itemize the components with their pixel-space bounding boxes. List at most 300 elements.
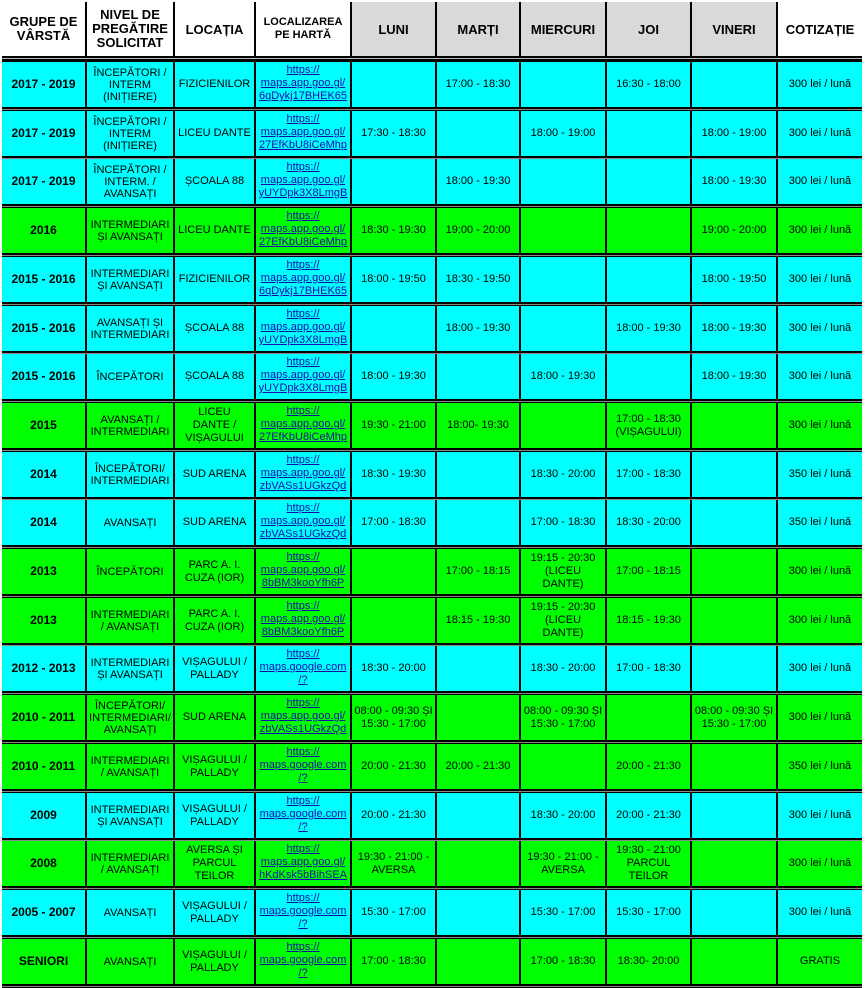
monday-cell — [352, 549, 437, 594]
monday-text: 19:30 - 21:00 — [361, 419, 426, 431]
wednesday-cell — [521, 793, 607, 838]
fee-text: 300 lei / lună — [788, 224, 852, 236]
wednesday-cell — [521, 695, 607, 740]
wednesday-text: (LICEU — [544, 614, 582, 626]
map-link[interactable]: maps.app.goo.gl/ — [260, 321, 346, 333]
age-group-text: 2014 — [30, 515, 57, 529]
tuesday-cell — [437, 744, 521, 789]
location-text: CUZA (IOR) — [184, 571, 245, 584]
level-text: ȘI AVANSAȚI — [97, 279, 163, 292]
location-text: TEILOR — [194, 870, 235, 882]
location-cell — [175, 208, 256, 253]
location-text: LICEU DANTE — [178, 224, 251, 236]
age-group-text: 2013 — [30, 613, 57, 627]
tuesday-cell — [437, 646, 521, 691]
table-row — [2, 452, 862, 497]
map-link[interactable]: https:// — [286, 405, 320, 417]
location-cell — [175, 306, 256, 351]
map-link-cell[interactable] — [256, 793, 352, 838]
monday-cell — [352, 939, 437, 984]
fee-text: GRATIS — [799, 955, 841, 967]
level-text: INTERMEDIARI — [90, 851, 170, 864]
map-link[interactable]: maps.google.com — [259, 759, 347, 771]
age-group-cell — [2, 841, 87, 886]
map-link-cell[interactable] — [256, 208, 352, 253]
fee-text: 300 lei / lună — [788, 78, 852, 90]
thursday-text: 20:00 - 21:30 — [616, 809, 681, 821]
tuesday-cell — [437, 62, 521, 107]
level-text: INTERMEDIARI — [90, 803, 170, 816]
wednesday-text: DANTE) — [542, 627, 584, 639]
friday-cell — [692, 598, 778, 643]
header-location: LOCAȚIA — [175, 2, 256, 56]
level-text: INTERM. / — [104, 175, 156, 188]
wednesday-text: 18:00 - 19:00 — [530, 127, 596, 139]
fee-cell — [778, 62, 862, 107]
monday-text: 19:30 - 21:00 - — [357, 850, 430, 863]
friday-cell — [692, 257, 778, 302]
friday-cell — [692, 500, 778, 545]
thursday-cell — [607, 939, 692, 984]
age-group-cell — [2, 939, 87, 984]
map-link[interactable]: https:// — [286, 697, 320, 709]
location-cell — [175, 500, 256, 545]
location-text: FIZICIENILOR — [178, 78, 251, 90]
thursday-text: 16:30 - 18:00 — [616, 78, 681, 90]
monday-text: 17:00 - 18:30 — [361, 516, 426, 528]
wednesday-text: 18:00 - 19:30 — [530, 370, 596, 382]
header-friday: VINERI — [692, 2, 778, 56]
thursday-text: 17:00 - 18:30 — [616, 468, 681, 480]
level-cell — [87, 452, 175, 497]
level-text: INTERMEDIARI — [90, 267, 170, 280]
monday-cell — [352, 452, 437, 497]
monday-cell — [352, 111, 437, 156]
map-link[interactable]: https:// — [286, 356, 320, 368]
map-link[interactable]: /? — [298, 674, 308, 686]
tuesday-text: 18:15 - 19:30 — [445, 614, 511, 626]
map-link[interactable]: maps.app.goo.gl/ — [260, 77, 346, 89]
age-group-text: 2009 — [30, 808, 57, 822]
map-link-cell[interactable] — [256, 159, 352, 204]
age-group-text: 2010 - 2011 — [11, 759, 76, 773]
age-group-text: 2017 - 2019 — [11, 126, 76, 140]
age-group-cell — [2, 793, 87, 838]
map-link[interactable]: maps.app.goo.gl/ — [260, 223, 346, 235]
friday-text: 15:30 - 17:00 — [701, 717, 767, 730]
tuesday-text: 18:00 - 19:30 — [445, 175, 511, 187]
fee-cell — [778, 549, 862, 594]
fee-cell — [778, 500, 862, 545]
map-link-cell[interactable] — [256, 452, 352, 497]
monday-text: 18:30 - 20:00 — [361, 662, 426, 674]
map-link[interactable]: 27EfKbU8iCeMhp — [258, 139, 348, 151]
map-link-cell[interactable] — [256, 306, 352, 351]
friday-cell — [692, 890, 778, 935]
wednesday-text: DANTE) — [542, 578, 584, 590]
monday-text: 20:00 - 21:30 — [361, 809, 426, 821]
level-text: INTERMEDIARI — [90, 754, 170, 767]
map-link[interactable]: https:// — [286, 210, 320, 222]
thursday-text: (VIȘAGULUI) — [615, 425, 682, 438]
map-link[interactable]: maps.app.goo.gl/ — [260, 856, 346, 868]
wednesday-text: 18:30 - 20:00 — [530, 809, 596, 821]
location-text: PALLADY — [190, 668, 239, 681]
thursday-text: 15:30 - 17:00 — [616, 906, 681, 918]
thursday-text: 17:00 - 18:30 — [616, 662, 681, 674]
map-link[interactable]: hKdKsk5bBihSEA — [258, 869, 348, 881]
map-link[interactable]: yUYDpk3X8LmgB — [258, 382, 348, 394]
map-link[interactable]: maps.app.goo.gl/ — [260, 613, 346, 625]
map-link[interactable]: 8bBM3kooYfh6P — [261, 577, 345, 589]
wednesday-cell — [521, 646, 607, 691]
map-link-cell[interactable] — [256, 695, 352, 740]
map-link-cell[interactable] — [256, 257, 352, 302]
map-link[interactable]: maps.app.goo.gl/ — [260, 369, 346, 381]
age-group-text: 2015 - 2016 — [11, 272, 76, 286]
map-link[interactable]: /? — [298, 918, 308, 930]
location-text: PALLADY — [190, 912, 239, 925]
map-link-cell[interactable] — [256, 62, 352, 107]
age-group-cell — [2, 159, 87, 204]
map-link[interactable]: https:// — [286, 454, 320, 466]
map-link[interactable]: https:// — [286, 843, 320, 855]
tuesday-cell — [437, 500, 521, 545]
friday-text: 18:00 - 19:00 — [701, 127, 767, 139]
table-row — [2, 939, 862, 984]
table-row — [2, 62, 862, 107]
wednesday-cell — [521, 354, 607, 399]
level-text: (INIȚIERE) — [103, 139, 157, 152]
location-text: VIȘAGULUI / — [182, 948, 247, 961]
tuesday-cell — [437, 841, 521, 886]
table-row — [2, 500, 862, 545]
thursday-cell — [607, 354, 692, 399]
wednesday-cell — [521, 890, 607, 935]
table-row — [2, 159, 862, 204]
monday-cell — [352, 646, 437, 691]
map-link[interactable]: https:// — [286, 502, 320, 514]
map-link[interactable]: maps.app.goo.gl/ — [260, 126, 346, 138]
thursday-text: 19:30 - 21:00 — [616, 844, 681, 856]
map-link[interactable]: https:// — [286, 795, 320, 807]
thursday-cell — [607, 257, 692, 302]
age-group-cell — [2, 257, 87, 302]
map-link[interactable]: maps.google.com — [259, 661, 347, 673]
location-text: VIȘAGULUI / — [182, 655, 247, 668]
location-cell — [175, 598, 256, 643]
level-text: INTERM — [108, 127, 152, 140]
map-link[interactable]: zbVASs1UGkzQd — [259, 528, 347, 540]
level-text: ÎNCEPĂTORI/ — [94, 699, 166, 712]
wednesday-text: 17:00 - 18:30 — [530, 955, 596, 967]
wednesday-text: 19:30 - 21:00 - — [527, 850, 599, 863]
level-cell — [87, 598, 175, 643]
friday-cell — [692, 159, 778, 204]
wednesday-cell — [521, 500, 607, 545]
fee-cell — [778, 403, 862, 448]
location-text: VIȘAGULUI — [185, 432, 244, 444]
fee-cell — [778, 793, 862, 838]
map-link[interactable]: yUYDpk3X8LmgB — [258, 334, 348, 346]
wednesday-text: 19:15 - 20:30 — [530, 552, 596, 564]
map-link[interactable]: maps.app.goo.gl/ — [260, 467, 346, 479]
thursday-cell — [607, 793, 692, 838]
fee-text: 300 lei / lună — [788, 565, 852, 577]
map-link[interactable]: maps.app.goo.gl/ — [260, 515, 346, 527]
fee-cell — [778, 744, 862, 789]
level-cell — [87, 939, 175, 984]
friday-text: 08:00 - 09:30 ȘI — [694, 704, 774, 717]
table-row — [2, 306, 862, 351]
monday-text: 15:30 - 17:00 — [361, 717, 426, 730]
thursday-cell — [607, 890, 692, 935]
header-age-group: GRUPE DE VÂRSTĂ — [2, 2, 87, 56]
monday-text: 18:30 - 19:30 — [361, 468, 426, 480]
age-group-text: 2015 - 2016 — [11, 321, 76, 335]
level-text: ÎNCEPĂTORI / — [93, 66, 167, 79]
location-text: VIȘAGULUI / — [182, 802, 247, 815]
fee-text: 300 lei / lună — [788, 322, 852, 334]
level-text: AVANSAȚI — [103, 516, 157, 529]
wednesday-text: 08:00 - 09:30 ȘI — [523, 704, 603, 717]
map-link-cell[interactable] — [256, 598, 352, 643]
tuesday-text: 19:00 - 20:00 — [445, 224, 511, 236]
table-row — [2, 695, 862, 740]
location-text: ȘCOALA 88 — [184, 175, 245, 187]
map-link[interactable]: maps.google.com — [259, 954, 347, 966]
location-cell — [175, 939, 256, 984]
level-cell — [87, 159, 175, 204]
wednesday-cell — [521, 744, 607, 789]
map-link[interactable]: https:// — [286, 551, 320, 563]
fee-cell — [778, 598, 862, 643]
thursday-text: TEILOR — [628, 870, 669, 882]
map-link-cell[interactable] — [256, 841, 352, 886]
fee-cell — [778, 841, 862, 886]
wednesday-cell — [521, 549, 607, 594]
location-text: PARC A. I. — [188, 607, 241, 620]
map-link[interactable]: /? — [298, 967, 308, 979]
map-link[interactable]: zbVASs1UGkzQd — [259, 480, 347, 492]
friday-cell — [692, 744, 778, 789]
location-text: CUZA (IOR) — [184, 620, 245, 633]
table-row — [2, 646, 862, 691]
table-row — [2, 111, 862, 156]
level-text: INTERMEDIARI — [90, 608, 170, 621]
map-link[interactable]: https:// — [286, 600, 320, 612]
fee-cell — [778, 111, 862, 156]
level-text: INTERMEDIARI — [90, 425, 170, 438]
level-cell — [87, 549, 175, 594]
map-link[interactable]: yUYDpk3X8LmgB — [258, 187, 348, 199]
map-link[interactable]: maps.app.goo.gl/ — [260, 710, 346, 722]
map-link[interactable]: https:// — [286, 941, 320, 953]
friday-cell — [692, 549, 778, 594]
map-link[interactable]: https:// — [286, 308, 320, 320]
fee-text: 300 lei / lună — [788, 419, 852, 431]
level-cell — [87, 793, 175, 838]
level-cell — [87, 500, 175, 545]
friday-text: 19:00 - 20:00 — [701, 224, 767, 236]
table-row — [2, 354, 862, 399]
level-text: ÎNCEPĂTORI / — [93, 163, 167, 176]
thursday-cell — [607, 452, 692, 497]
fee-text: 350 lei / lună — [788, 468, 852, 480]
location-text: PARC A. I. — [188, 558, 241, 571]
map-link[interactable]: 27EfKbU8iCeMhp — [258, 431, 348, 443]
map-link[interactable]: https:// — [286, 161, 320, 173]
table-row — [2, 208, 862, 253]
map-link[interactable]: https:// — [286, 746, 320, 758]
age-group-cell — [2, 354, 87, 399]
map-link[interactable]: 8bBM3kooYfh6P — [261, 626, 345, 638]
map-link[interactable]: maps.app.goo.gl/ — [260, 174, 346, 186]
location-text: SUD ARENA — [182, 516, 247, 528]
thursday-text: 20:00 - 21:30 — [616, 760, 681, 772]
location-cell — [175, 793, 256, 838]
location-text: PALLADY — [190, 961, 239, 974]
map-link[interactable]: maps.app.goo.gl/ — [260, 418, 346, 430]
tuesday-cell — [437, 939, 521, 984]
friday-cell — [692, 939, 778, 984]
friday-cell — [692, 306, 778, 351]
map-link-cell[interactable] — [256, 354, 352, 399]
level-text: ÎNCEPĂTORI — [96, 370, 164, 383]
monday-cell — [352, 257, 437, 302]
level-text: / AVANSAȚI — [100, 766, 160, 779]
age-group-text: 2015 — [30, 418, 57, 432]
map-link-cell[interactable] — [256, 890, 352, 935]
age-group-cell — [2, 890, 87, 935]
friday-cell — [692, 208, 778, 253]
location-cell — [175, 744, 256, 789]
age-group-cell — [2, 403, 87, 448]
monday-cell — [352, 159, 437, 204]
monday-cell — [352, 208, 437, 253]
map-link[interactable]: https:// — [286, 64, 320, 76]
location-cell — [175, 841, 256, 886]
monday-text: 08:00 - 09:30 ȘI — [354, 704, 433, 717]
header-wednesday: MIERCURI — [521, 2, 607, 56]
level-text: AVANSAȚI — [103, 955, 157, 968]
tuesday-cell — [437, 452, 521, 497]
map-link[interactable]: https:// — [286, 648, 320, 660]
location-text: LICEU — [198, 406, 231, 418]
map-link[interactable]: https:// — [286, 892, 320, 904]
table-row — [2, 890, 862, 935]
age-group-text: 2012 - 2013 — [11, 661, 76, 675]
map-link[interactable]: maps.app.goo.gl/ — [260, 272, 346, 284]
age-group-cell — [2, 695, 87, 740]
map-link[interactable]: /? — [298, 772, 308, 784]
monday-text: 17:00 - 18:30 — [361, 955, 426, 967]
fee-cell — [778, 159, 862, 204]
map-link[interactable]: https:// — [286, 113, 320, 125]
wednesday-cell — [521, 403, 607, 448]
tuesday-text: 20:00 - 21:30 — [445, 760, 511, 772]
table-row — [2, 744, 862, 789]
wednesday-cell — [521, 111, 607, 156]
table-row — [2, 598, 862, 643]
level-text: INTERM — [108, 78, 152, 91]
map-link-cell[interactable] — [256, 403, 352, 448]
monday-cell — [352, 841, 437, 886]
monday-text: AVERSA — [371, 863, 416, 876]
map-link-cell[interactable] — [256, 939, 352, 984]
map-link-cell[interactable] — [256, 549, 352, 594]
map-link[interactable]: 27EfKbU8iCeMhp — [258, 236, 348, 248]
header-fee: COTIZAȚIE — [778, 2, 862, 56]
tuesday-cell — [437, 793, 521, 838]
friday-text: 18:00 - 19:50 — [701, 273, 767, 285]
map-link[interactable]: 6qDykj17BHEK65 — [258, 285, 348, 297]
monday-cell — [352, 500, 437, 545]
thursday-cell — [607, 549, 692, 594]
wednesday-cell — [521, 841, 607, 886]
tuesday-text: 18:00 - 19:30 — [445, 322, 511, 334]
level-text: ÎNCEPĂTORI — [96, 565, 164, 578]
tuesday-cell — [437, 598, 521, 643]
friday-cell — [692, 841, 778, 886]
location-cell — [175, 354, 256, 399]
map-link-cell[interactable] — [256, 111, 352, 156]
age-group-cell — [2, 744, 87, 789]
tuesday-cell — [437, 208, 521, 253]
thursday-text: 17:00 - 18:30 — [616, 412, 681, 425]
level-cell — [87, 890, 175, 935]
level-text: / AVANSAȚI — [100, 863, 160, 876]
fee-text: 300 lei / lună — [788, 662, 852, 674]
level-cell — [87, 208, 175, 253]
level-cell — [87, 744, 175, 789]
thursday-cell — [607, 111, 692, 156]
tuesday-cell — [437, 695, 521, 740]
monday-text: 17:30 - 18:30 — [361, 127, 426, 139]
map-link[interactable]: /? — [298, 821, 308, 833]
map-link[interactable]: maps.google.com — [259, 905, 347, 917]
wednesday-text: 15:30 - 17:00 — [530, 717, 596, 730]
location-text: SUD ARENA — [182, 468, 247, 480]
location-cell — [175, 549, 256, 594]
map-link[interactable]: maps.google.com — [259, 808, 347, 820]
friday-text: 18:00 - 19:30 — [701, 175, 767, 187]
monday-text: 18:30 - 19:30 — [361, 224, 426, 236]
map-link[interactable]: https:// — [286, 259, 320, 271]
schedule-table — [2, 2, 862, 984]
fee-cell — [778, 646, 862, 691]
header-thursday: JOI — [607, 2, 692, 56]
level-text: INTERMEDIARI — [90, 218, 170, 231]
map-link-cell[interactable] — [256, 500, 352, 545]
map-link[interactable]: 6qDykj17BHEK65 — [258, 90, 348, 102]
map-link-cell[interactable] — [256, 744, 352, 789]
map-link[interactable]: maps.app.goo.gl/ — [260, 564, 346, 576]
age-group-text: 2010 - 2011 — [11, 710, 76, 724]
location-cell — [175, 890, 256, 935]
map-link-cell[interactable] — [256, 646, 352, 691]
monday-cell — [352, 744, 437, 789]
fee-text: 300 lei / lună — [788, 127, 852, 139]
location-text: PALLADY — [190, 766, 239, 779]
thursday-text: PARCUL — [626, 857, 671, 869]
table-row — [2, 793, 862, 838]
age-group-text: 2017 - 2019 — [11, 77, 76, 91]
map-link[interactable]: zbVASs1UGkzQd — [259, 723, 347, 735]
location-text: VIȘAGULUI / — [182, 899, 247, 912]
monday-cell — [352, 62, 437, 107]
fee-cell — [778, 939, 862, 984]
